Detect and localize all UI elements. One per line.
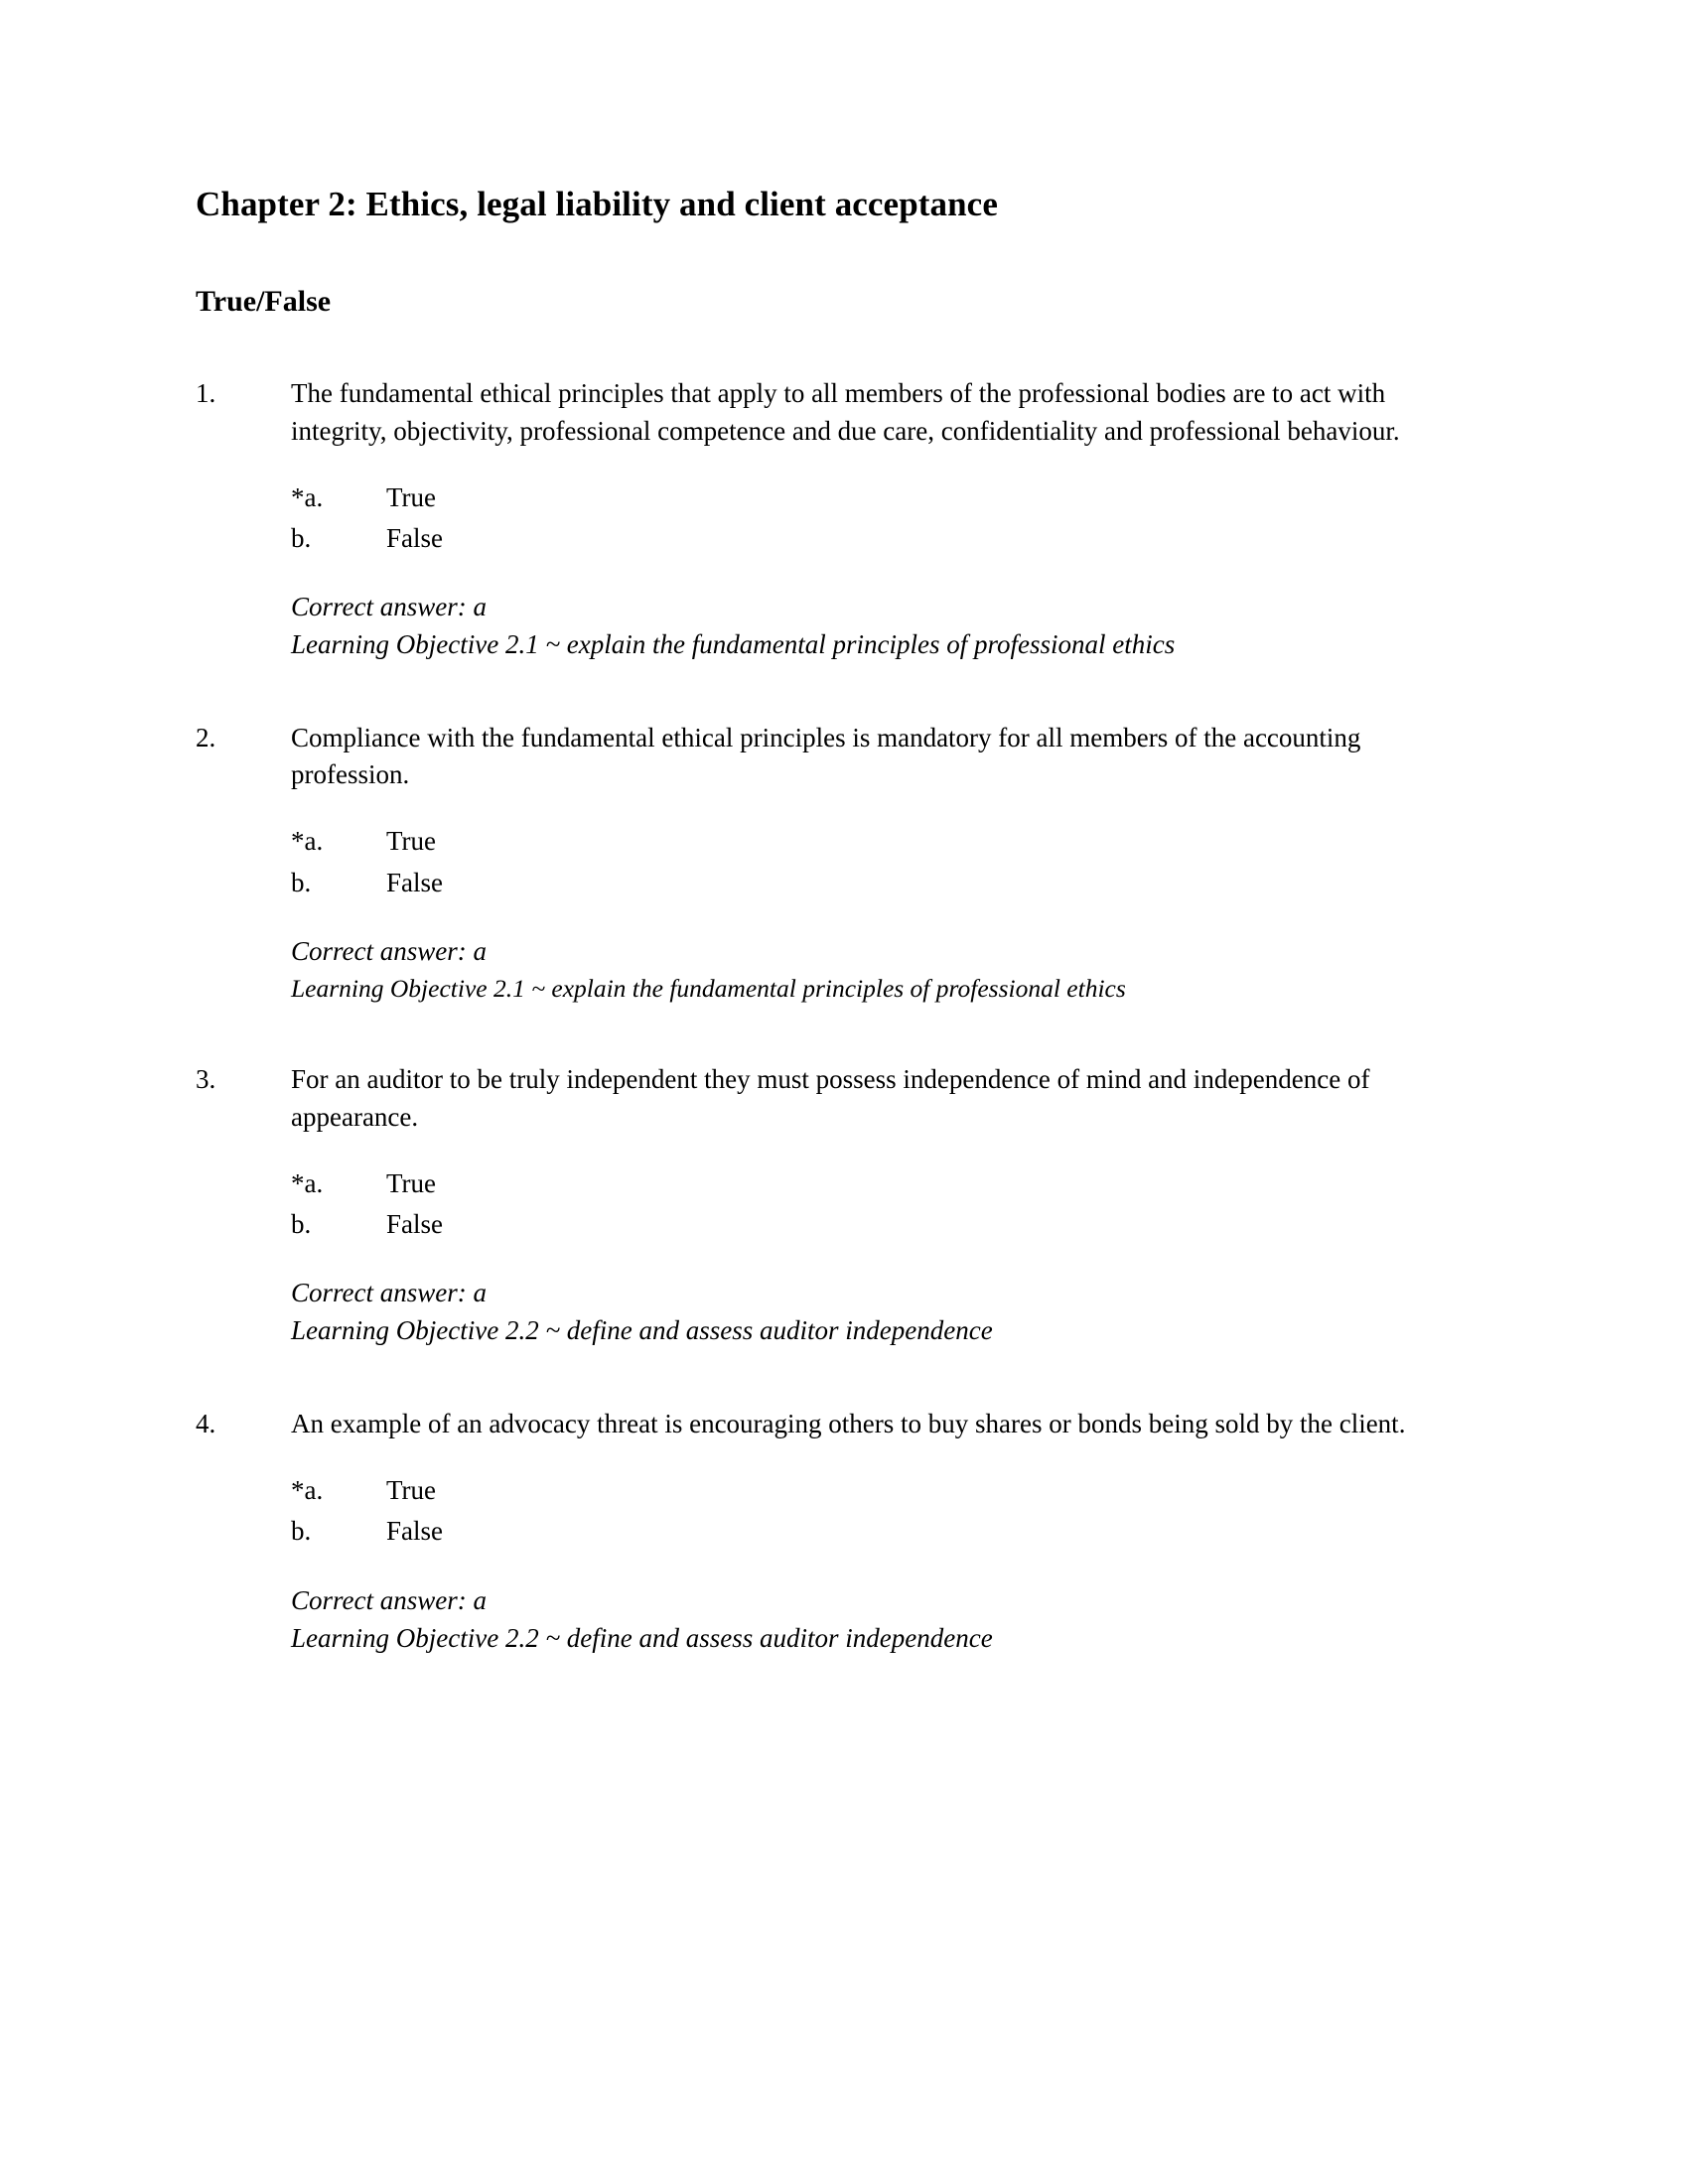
question-stem-row [196,720,1445,794]
answer-option-key: b. [291,867,312,897]
question-number: 3. [196,1064,216,1095]
answer-metadata [291,1275,1445,1350]
question-number: 2. [196,722,216,752]
answer-option[interactable] [291,479,1445,516]
answer-option[interactable] [291,865,1445,901]
question-block [196,1061,1445,1350]
section-heading-true-false: True/False [196,285,332,319]
learning-objective-line: Learning Objective 2.2 ~ define and assess auditor independence [291,1315,993,1346]
question-text: For an auditor to be truly independent they must possess independence of mind and independence of appearance. [291,1064,1370,1132]
answer-option-list [291,479,1445,558]
answer-option[interactable] [291,1206,1445,1243]
question-stem-row [196,1406,1445,1442]
answer-option-key: *a. [291,481,324,512]
learning-objective-line: Learning Objective 2.2 ~ define and assess auditor independence [291,1622,993,1653]
learning-objective-line: Learning Objective 2.1 ~ explain the fundamental principles of professional ethics [291,973,1126,1003]
question-stem-row [196,1061,1445,1136]
question-text: Compliance with the fundamental ethical principles is mandatory for all members of the accounting profession. [291,722,1361,790]
answer-option-list [291,1165,1445,1244]
question-number: 1. [196,378,216,409]
answer-option-list [291,1472,1445,1551]
question-block [196,720,1445,1006]
answer-option-label: True [386,826,437,857]
answer-option-key: *a. [291,826,324,857]
question-list [196,375,1445,1657]
answer-option-label: False [386,1209,443,1240]
correct-answer-line: Correct answer: a [291,592,487,622]
answer-option-label: False [386,523,443,554]
answer-option[interactable] [291,823,1445,860]
correct-answer-line: Correct answer: a [291,1278,487,1308]
question-block [196,1406,1445,1657]
answer-option-key: b. [291,523,312,554]
answer-option-key: *a. [291,1167,324,1198]
answer-option[interactable] [291,1472,1445,1509]
answer-metadata [291,933,1445,1006]
answer-option[interactable] [291,1165,1445,1202]
answer-metadata [291,1582,1445,1658]
question-text: The fundamental ethical principles that apply to all members of the professional bodies are to act with integrity, objectivity, professional competence and due care, confidentiality and professional behaviour. [291,378,1400,446]
answer-option-key: b. [291,1209,312,1240]
correct-answer-line: Correct answer: a [291,935,487,966]
question-stem-row [196,375,1445,450]
answer-option-list [291,823,1445,901]
answer-option-label: True [386,481,437,512]
answer-option-key: b. [291,1516,312,1547]
answer-option-label: True [386,1475,437,1506]
answer-metadata [291,589,1445,664]
page-title: Chapter 2: Ethics, legal liability and client acceptance [196,185,998,223]
question-text: An example of an advocacy threat is encouraging others to buy shares or bonds being sold by the client. [291,1408,1406,1438]
answer-option[interactable] [291,520,1445,557]
answer-option-label: False [386,867,443,897]
question-block [196,375,1445,664]
answer-option-key: *a. [291,1475,324,1506]
answer-option[interactable] [291,1513,1445,1550]
learning-objective-line: Learning Objective 2.1 ~ explain the fundamental principles of professional ethics [291,629,1176,660]
answer-option-label: True [386,1167,437,1198]
question-number: 4. [196,1408,216,1438]
answer-option-label: False [386,1516,443,1547]
correct-answer-line: Correct answer: a [291,1584,487,1615]
